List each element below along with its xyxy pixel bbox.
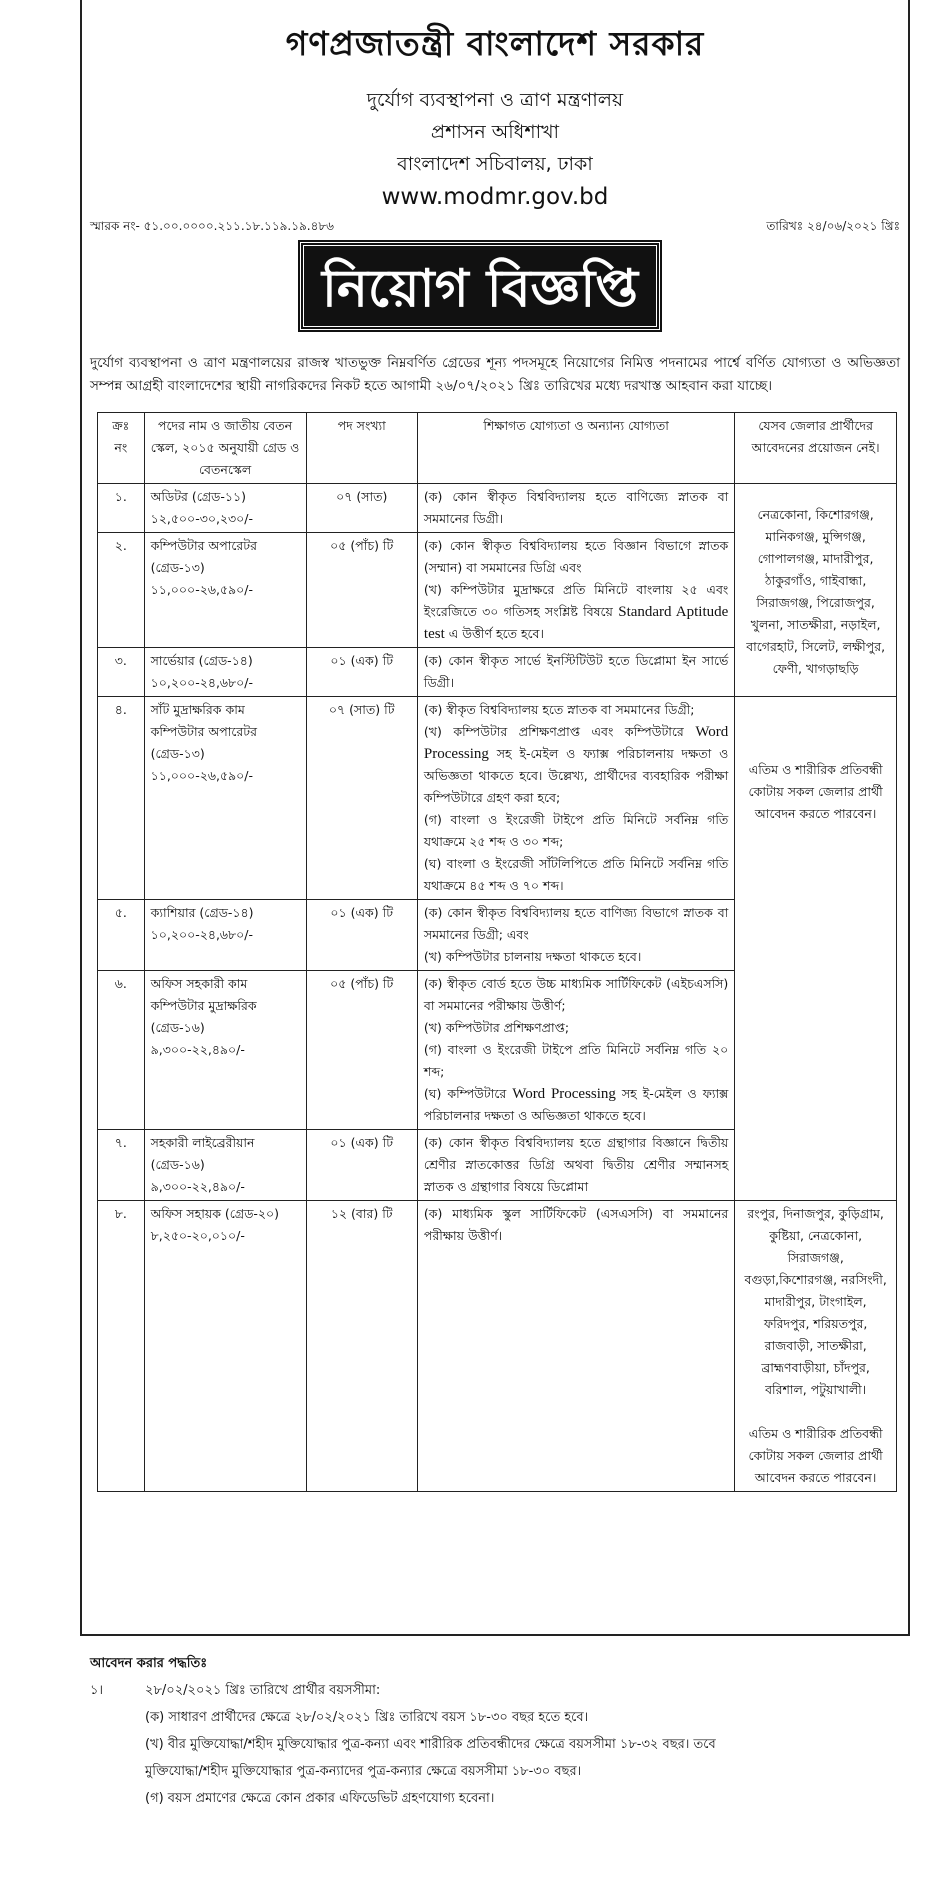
table-row <box>98 697 897 900</box>
pay-scale: ১০,২০০-২৪,৬৮০/- <box>150 675 254 690</box>
intro-paragraph: দুর্যোগ ব্যবস্থাপনা ও ত্রাণ মন্ত্রণালয়ের রাজস্ব খাতভুক্ত নিম্নবর্ণিত গ্রেডের শূন্য পদসমূহে নিয়োগের নিমিত্ত পদনামের পার্শ্বে বর্ণিত যোগ্যতা ও অভিজ্ঞতা সম্পন্ন আগ্রহী বাংলাদেশের স্থায়ী নাগরিকদের নিকট হতে আগামী ২৬/০৭/২০২১ খ্রিঃ তারিখের মধ্যে দরখাস্ত আহবান করা যাচ্ছে। <box>90 355 900 394</box>
row-serial: ১. <box>98 484 145 533</box>
district-exclusion-a <box>735 484 897 697</box>
qualification-item: (ক) কোন স্বীকৃত বিশ্ববিদ্যালয় হতে বাণিজ্যে স্নাতক বা সমমানের ডিগ্রী। <box>423 489 729 526</box>
method-heading: আবেদন করার পদ্ধতিঃ <box>90 1656 208 1671</box>
post-count: ১২ (বার) টি <box>306 1201 417 1492</box>
row-post <box>144 1201 306 1492</box>
qualification-text: (খ) কম্পিউটার মুদ্রাক্ষরে প্রতি মিনিটে বাংলায় ২৫ এবং ইংরেজিতে ৩০ গতিসহ সংশ্লিষ্ট বিষয়ে <box>423 582 729 619</box>
post-count: ০১ (এক) টি <box>306 1130 417 1201</box>
post-name: অফিস সহায়ক (গ্রেড-২০) <box>150 1206 280 1221</box>
row-serial: ৫. <box>98 900 145 971</box>
qualification-item: (ঘ) বাংলা ও ইংরেজী সাঁটলিপিতে প্রতি মিনিটে সর্বনিম্ন গতি যথাক্রমে ৪৫ শব্দ ও ৭০ শব্দ। <box>423 856 729 893</box>
notice-banner: নিয়োগ বিজ্ঞপ্তি <box>300 242 660 330</box>
row-post <box>144 900 306 971</box>
qualifications <box>417 648 734 697</box>
row-post <box>144 533 306 648</box>
qualification-text: সহ ই-মেইল ও ফ্যাক্স পরিচালনায় দক্ষতা ও অভিজ্ঞতা থাকতে হবে। উল্লেখ্য, প্রার্থীদের ব্যবহারিক পরীক্ষা কম্পিউটারে গ্রহণ করা হবে; <box>423 746 729 805</box>
qualification-item: (ক) কোন স্বীকৃত বিশ্ববিদ্যালয় হতে বিজ্ঞান বিভাগে স্নাতক (সম্মান) বা সমমানের ডিগ্রি এবং <box>423 538 729 575</box>
qualifications <box>417 971 734 1130</box>
qualification-latin: Word Processing <box>423 724 729 762</box>
qualification-item: (ক) স্বীকৃত বোর্ড হতে উচ্চ মাধ্যমিক সার্টিফিকেট (এইচএসসি) বা সমমানের পরীক্ষায় উত্তীর্ণ; <box>423 976 729 1013</box>
qualification-item: (ক) কোন স্বীকৃত বিশ্ববিদ্যালয় হতে গ্রন্থাগার বিজ্ঞানে দ্বিতীয় শ্রেণীর স্নাতকোত্তর ডিগ্রি অথবা দ্বিতীয় শ্রেণীর সম্মানসহ স্নাতক ও গ্রন্থাগার বিষয়ে ডিপ্লোমা <box>423 1135 729 1194</box>
age-rule-general: (ক) সাধারণ প্রার্থীদের ক্ষেত্রে ২৮/০২/২০২১ খ্রিঃ তারিখে বয়স ১৮-৩০ বছর হতে হবে। <box>145 1710 589 1725</box>
post-count: ০১ (এক) টি <box>306 648 417 697</box>
pay-scale: ১০,২০০-২৪,৬৮০/- <box>150 927 254 942</box>
table-row <box>98 1201 897 1492</box>
row-post <box>144 1130 306 1201</box>
wing-name: প্রশাসন অধিশাখা <box>430 121 560 143</box>
qualification-latin: Standard Aptitude test <box>423 604 729 642</box>
table-header-row <box>98 413 897 484</box>
pay-scale: ৯,৩০০-২২,৪৯০/- <box>150 1042 245 1057</box>
row-serial: ৩. <box>98 648 145 697</box>
qualification-text: সহ ই-মেইল ও ফ্যাক্স পরিচালনার দক্ষতা ও অভিজ্ঞতা থাকতে হবে। <box>423 1086 729 1123</box>
post-count: ০১ (এক) টি <box>306 900 417 971</box>
qualifications <box>417 484 734 533</box>
header-districts: যেসব জেলার প্রার্থীদের আবেদনের প্রয়োজন নেই। <box>735 413 897 484</box>
vacancy-table <box>97 412 897 1492</box>
qualification-item: (গ) বাংলা ও ইংরেজী টাইপে প্রতি মিনিটে সর্বনিম্ন গতি ২০ শব্দ; <box>423 1042 729 1079</box>
qualification-text: (খ) কম্পিউটার প্রশিক্ষণপ্রাপ্ত এবং কম্পিউটারে <box>423 724 684 739</box>
qualification-item: (ক) মাধ্যমিক স্কুল সার্টিফিকেট (এসএসসি) বা সমমানের পরীক্ষায় উত্তীর্ণ। <box>423 1206 729 1243</box>
header-qualification: শিক্ষাগত যোগ্যতা ও অন্যান্য যোগ্যতা <box>417 413 734 484</box>
qualifications <box>417 1201 734 1492</box>
row-serial: ৮. <box>98 1201 145 1492</box>
row-serial: ৪. <box>98 697 145 900</box>
post-name: ক্যাশিয়ার (গ্রেড-১৪) <box>150 905 254 920</box>
qualification-latin: Word Processing <box>512 1086 616 1102</box>
quota-note-cell <box>735 697 897 1201</box>
pay-scale: ১২,৫০০-৩০,২৩০/- <box>150 511 254 526</box>
post-count: ০৭ (সাত) টি <box>306 697 417 900</box>
qualification-item <box>424 579 728 645</box>
table-row <box>98 484 897 533</box>
post-count: ০৫ (পাঁচ) টি <box>306 533 417 648</box>
qualifications <box>417 1130 734 1201</box>
header-count: পদ সংখ্যা <box>306 413 417 484</box>
row-serial: ৭. <box>98 1130 145 1201</box>
item-text: ২৮/০২/২০২১ খ্রিঃ তারিখে প্রার্থীর বয়সসীমা: <box>145 1683 381 1698</box>
pay-scale: ১১,০০০-২৬,৫৯০/- <box>150 768 253 783</box>
memo-number: স্মারক নং- ৫১.০০.০০০০.২১১.১৮.১১৯.১৯.৪৮৬ <box>90 219 334 233</box>
qualification-item <box>424 721 728 809</box>
row-post <box>144 697 306 900</box>
post-name: অডিটর (গ্রেড-১১) <box>150 489 246 504</box>
district-list: নেত্রকোনা, কিশোরগঞ্জ, মানিকগঞ্জ, মুন্সিগঞ্জ, গোপালগঞ্জ, মাদারীপুর, ঠাকুরগাঁও, গাইবান্ধা, সিরাজগঞ্জ, পিরোজপুর, খুলনা, সাতক্ষীরা, নড়াইল, বাগেরহাট, সিলেট, লক্ষীপুর, ফেণী, খাগড়াছড়ি <box>746 507 886 676</box>
pay-scale: ৮,২৫০-২০,০১০/- <box>150 1228 245 1243</box>
post-name: সাঁট মুদ্রাক্ষরিক কাম কম্পিউটার অপারেটর (গ্রেড-১৩) <box>150 702 257 761</box>
qualification-item: (ক) স্বীকৃত বিশ্ববিদ্যালয় হতে স্নাতক বা সমমানের ডিগ্রী; <box>423 702 695 717</box>
post-count: ০৫ (পাঁচ) টি <box>306 971 417 1130</box>
header-post: পদের নাম ও জাতীয় বেতন স্কেল, ২০১৫ অনুযায়ী গ্রেড ও বেতনস্কেল <box>144 413 306 484</box>
pay-scale: ৯,৩০০-২২,৪৯০/- <box>150 1179 245 1194</box>
qualifications <box>417 533 734 648</box>
pay-scale: ১১,০০০-২৬,৫৯০/- <box>150 582 253 597</box>
government-title: গণপ্রজাতন্ত্রী বাংলাদেশ সরকার <box>285 24 705 63</box>
quota-note: এতিম ও শারীরিক প্রতিবন্ধী কোটায় সকল জেলার প্রার্থী আবেদন করতে পারবেন। <box>748 762 883 821</box>
age-rule-freedom-fighter-cont: মুক্তিযোদ্ধা/শহীদ মুক্তিযোদ্ধার পুত্র-কন্যাদের পুত্র-কন্যার ক্ষেত্রে বয়সসীমা ১৮-৩০ বছর। <box>145 1764 582 1779</box>
row-serial: ৬. <box>98 971 145 1130</box>
qualification-text: এ উত্তীর্ণ হতে হবে। <box>444 626 544 641</box>
qualification-item <box>424 1083 728 1127</box>
row-post <box>144 484 306 533</box>
post-name: সার্ভেয়ার (গ্রেড-১৪) <box>150 653 253 668</box>
qualification-item: (ক) কোন স্বীকৃত বিশ্ববিদ্যালয় হতে বাণিজ্য বিভাগে স্নাতক বা সমমানের ডিগ্রী; এবং <box>423 905 729 942</box>
qualification-text: (ঘ) কম্পিউটারে <box>423 1086 513 1101</box>
post-name: কম্পিউটার অপারেটর (গ্রেড-১৩) <box>150 538 257 575</box>
method-item <box>90 1677 900 1704</box>
memo-date: তারিখঃ ২৪/০৬/২০২১ খ্রিঃ <box>766 219 900 233</box>
qualifications <box>417 900 734 971</box>
memo-row <box>90 218 900 238</box>
post-count: ০৭ (সাত) <box>306 484 417 533</box>
age-rule-affidavit: (গ) বয়স প্রমাণের ক্ষেত্রে কোন প্রকার এফিডেভিট গ্রহণযোগ্য হবেনা। <box>145 1791 495 1806</box>
qualification-item: (গ) বাংলা ও ইংরেজী টাইপে প্রতি মিনিটে সর্বনিম্ন গতি যথাক্রমে ২৫ শব্দ ও ৩০ শব্দ; <box>423 812 729 849</box>
header-serial: ক্রঃ নং <box>98 413 145 484</box>
qualification-item: (খ) কম্পিউটার প্রশিক্ষণপ্রাপ্ত; <box>423 1020 570 1035</box>
website-link[interactable]: www.modmr.gov.bd <box>381 184 609 210</box>
qualifications <box>417 697 734 900</box>
post-name: অফিস সহকারী কাম কম্পিউটার মুদ্রাক্ষরিক (গ্রেড-১৬) <box>150 976 257 1035</box>
row-post <box>144 648 306 697</box>
district-list: রংপুর, দিনাজপুর, কুড়িগ্রাম, কুষ্টিয়া, নেত্রকোনা, সিরাজগঞ্জ, বগুড়া,কিশোরগঞ্জ, নরসিংদী, মাদারীপুর, টাংগাইল, ফরিদপুর, শরিয়তপুর, রাজবাড়ী, সাতক্ষীরা, ব্রাহ্মণবাড়ীয়া, চাঁদপুর, বরিশাল, পটুয়াখালী। <box>744 1206 887 1397</box>
address-line: বাংলাদেশ সচিবালয়, ঢাকা <box>397 153 593 175</box>
district-exclusion-b <box>735 1201 897 1492</box>
age-rule-freedom-fighter: (খ) বীর মুক্তিযোদ্ধা/শহীদ মুক্তিযোদ্ধার পুত্র-কন্যা এবং শারীরিক প্রতিবন্ধীদের ক্ষেত্রে বয়সসীমা ১৮-৩২ বছর। তবে <box>145 1737 716 1752</box>
item-number: ১। <box>90 1683 104 1698</box>
ministry-name: দুর্যোগ ব্যবস্থাপনা ও ত্রাণ মন্ত্রণালয় <box>366 89 624 111</box>
row-serial: ২. <box>98 533 145 648</box>
post-name: সহকারী লাইব্রেরীয়ান (গ্রেড-১৬) <box>150 1135 255 1172</box>
application-method <box>90 1650 900 1812</box>
qualification-item: (খ) কম্পিউটার চালনায় দক্ষতা থাকতে হবে। <box>423 949 642 964</box>
quota-note: এতিম ও শারীরিক প্রতিবন্ধী কোটায় সকল জেলার প্রার্থী আবেদন করতে পারবেন। <box>748 1426 883 1485</box>
row-post <box>144 971 306 1130</box>
letterhead <box>80 18 910 214</box>
qualification-item: (ক) কোন স্বীকৃত সার্ভে ইনস্টিটিউট হতে ডিপ্লোমা ইন সার্ভে ডিগ্রী। <box>423 653 729 690</box>
